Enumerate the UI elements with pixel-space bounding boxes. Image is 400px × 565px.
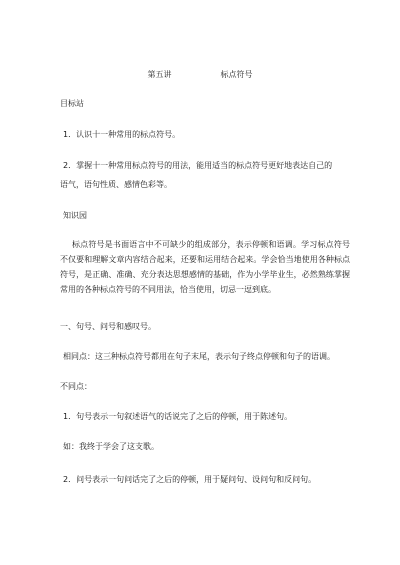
difference-item-1: 1．句号表示一句叙述语气的话说完了之后的停顿，用于陈述句。 xyxy=(63,412,293,421)
goal-item-1: 1．认识十一种常用的标点符号。 xyxy=(63,130,181,139)
lesson-topic: 标点符号 xyxy=(220,70,253,79)
similarity-text: 相同点：这三种标点符号都用在句子末尾，表示句子终点停顿和句子的语调。 xyxy=(63,352,335,361)
section-1-heading: 一、句号、问号和感叹号。 xyxy=(60,322,156,331)
knowledge-heading: 知识园 xyxy=(63,211,87,220)
goal-item-2-line-2: 语气，语句性质、感情色彩等。 xyxy=(60,180,172,189)
difference-heading: 不同点： xyxy=(60,382,92,391)
lesson-number: 第五讲 xyxy=(147,70,172,79)
goal-item-2-line-1: 2．掌握十一种常用标点符号的用法，能用适当的标点符号更好地表达自己的 xyxy=(63,161,333,170)
goals-heading: 目标站 xyxy=(60,99,84,108)
intro-paragraph: 标点符号是书面语言中不可缺少的组成部分，表示停顿和语调。学习标点符号不仅要和理解文章内容结合起来，还要和运用结合起来。学会恰当地使用各种标点符号，是正确、准确、充分表达思想感情的基础，作为小学毕业生，必然熟练掌握常用的各种标点符号的不同用法，恰当使用，切忌一逗到底。 xyxy=(60,240,350,294)
page-title xyxy=(0,69,400,81)
example-1: 如：我终于学会了这支歌。 xyxy=(63,442,159,451)
difference-item-2: 2．问号表示一句问话完了之后的停顿，用于疑问句、设问句和反问句。 xyxy=(63,475,317,484)
